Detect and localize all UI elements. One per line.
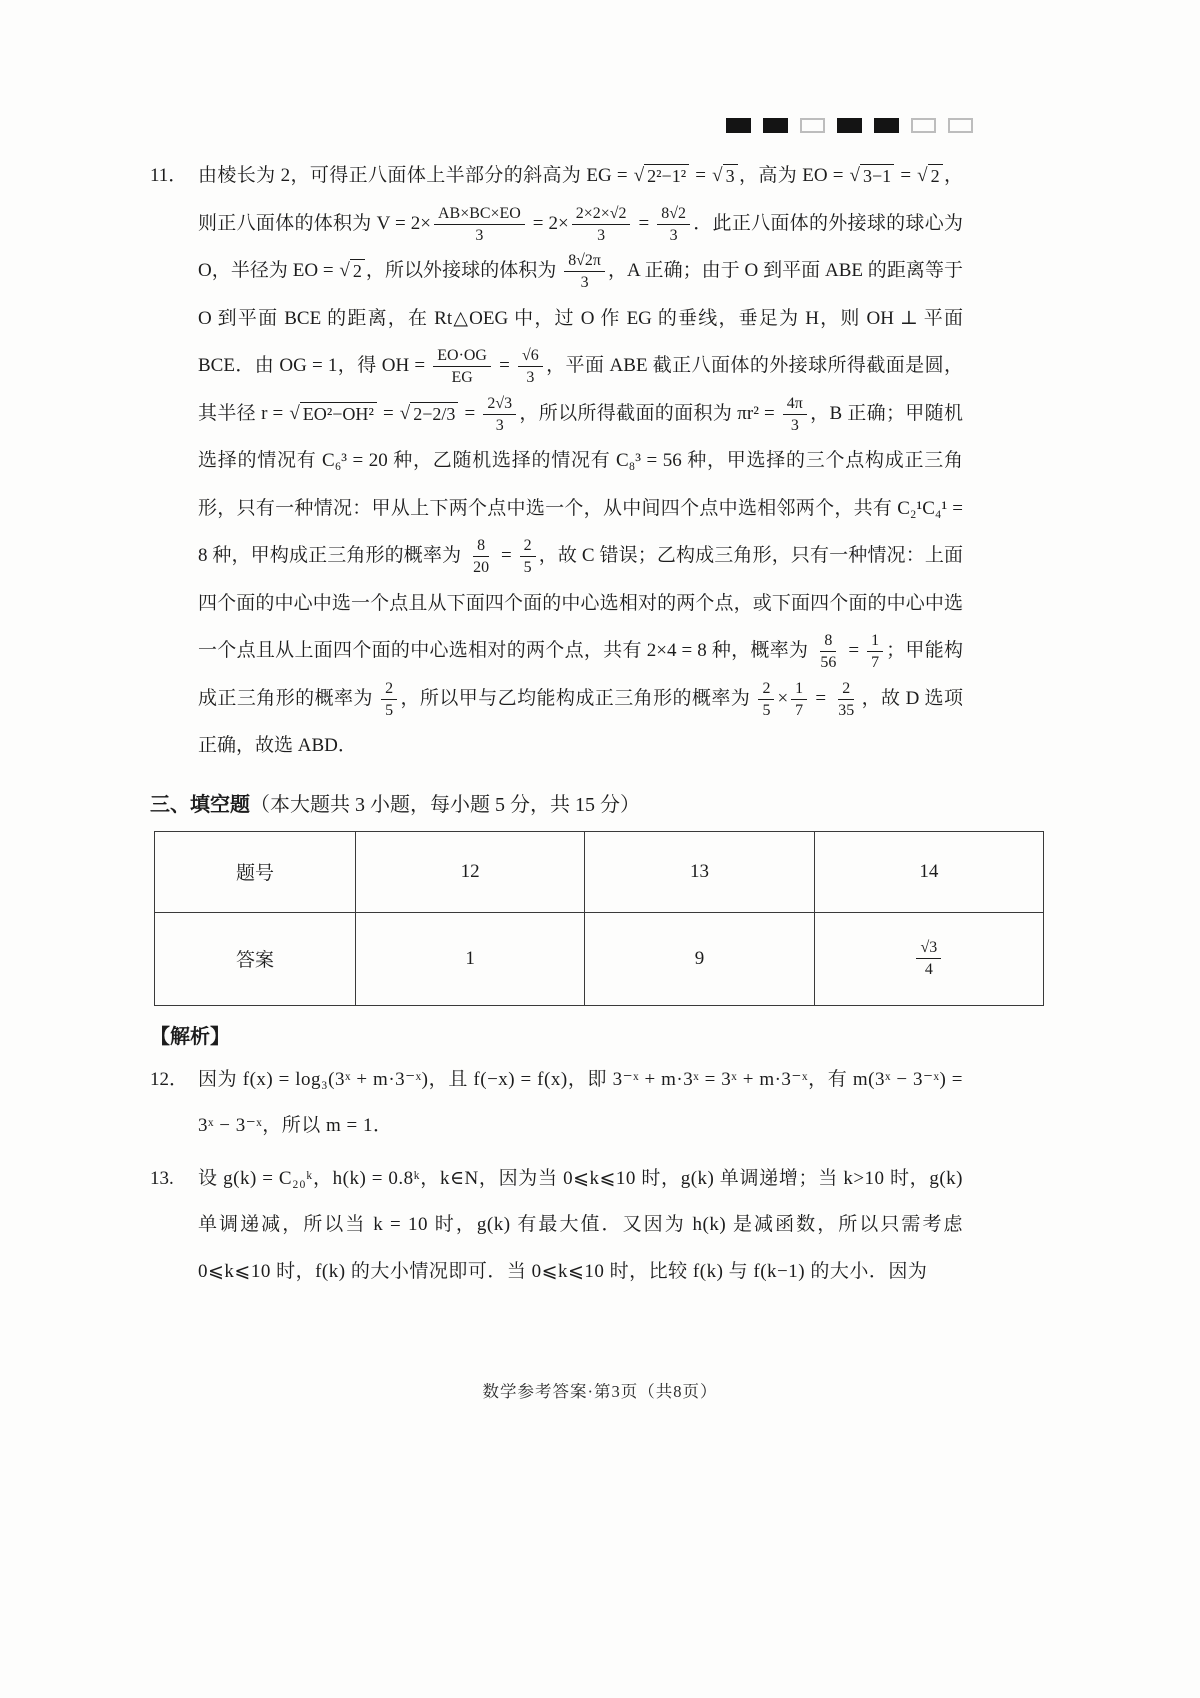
fraction: $\frac{8√2}{3}$ [657,204,690,245]
table-cell-q13: 13 [585,831,814,912]
section-title: 三、填空题 [150,793,250,816]
registration-mark [726,118,751,133]
solution-item-12 [150,1057,1050,1150]
fraction: $\frac{√6}{3}$ [518,346,543,387]
registration-mark [948,118,973,133]
solution-item-11 [150,152,1050,770]
answer-table [154,831,1044,1006]
radical: √ 2 [339,259,364,284]
fraction: $\frac{√3}{4}$ [916,938,941,979]
item-number: 13. [150,1167,174,1189]
registration-mark [800,118,825,133]
radical: √ 3−1 [850,164,895,189]
radical: √ 3 [712,164,737,189]
fraction: $\frac{2√3}{3}$ [483,394,516,435]
table-cell-label: 题号 [155,831,356,912]
table-cell-q14: 14 [814,831,1043,912]
table-cell-answer-label: 答案 [155,912,356,1005]
item-number: 11． [150,165,188,186]
solution-item-13 [150,1156,1050,1296]
registration-mark [874,118,899,133]
analysis-label: 【解析】 [150,1025,230,1048]
fraction: $\frac{2}{5}$ [520,536,536,577]
solution-11-text: 由棱长为 2，可得正八面体上半部分的斜高为 EG = √ 2²−1² = √ 3 ，高为 EO = √ 3−1 = √ 2 ，则正八面体的体积为 V = 2× $\frac{AB\times BC\times EO}{3}$ = 2× $\frac{2\times 2\times√2}{3}$ = $\frac{8√2}{3}$ ．此正八面体的外接球的球心为 O，半径为 EO = √ 2 ，所以外接球的体积为 $\frac{8√2\pi}{3}$ ，A 正确；由于 O 到平面 ABE 的距离等于 O 到平面 BCE 的距离，在 Rt△OEG 中，过 O 作 EG 的垂线，垂足为 H，则 OH ⊥ 平面 BCE．由 OG = 1，得 OH = $\frac{EO\cdot OG}{EG}$ = $\frac{√6}{3}$ ，平面 ABE 截正八面体的外接球所得截面是圆，其半径 r = √ EO²−OH² = √ 2−2/3 = $\frac{2√3}{3}$ ，所以所得截面的面积为 πr² = $\frac{4\pi}{3}$ ，B 正确；甲随机选择的情况有 C₆³ = 20 种，乙随机选择的情况有 C₈³ = 56 种，甲选择的三个点构成正三角形，只有一种情况：甲从上下两个点中选一个，从中间四个点中选相邻两个，共有 C₂¹C₄¹ = 8 种，甲构成正三角形的概率为 $\frac{8}{20}$ = $\frac{2}{5}$ ，故 C 错误；乙构成三角形，只有一种情况：上面四个面的中心中选一个点且从下面四个面的中心选相对的两个点，或下面四个面的中心中选一个点且从上面四个面的中心选相对的两个点，共有 2×4 = 8 种，概率为 $\frac{8}{56}$ = $\frac{1}{7}$ ；甲能构成正三角形的概率为 $\frac{2}{5}$ ，所以甲与乙均能构成正三角形的概率为 $\frac{2}{5}$ × $\frac{1}{7}$ = $\frac{2}{35}$ ，故 D 选项正确，故选 ABD． [198,165,964,756]
table-cell-q12: 12 [356,831,585,912]
registration-mark [837,118,862,133]
solution-12-text: 因为 f(x) = log₃(3ˣ + m·3⁻ˣ)，且 f(−x) = f(x)，即 3⁻ˣ + m·3ˣ = 3ˣ + m·3⁻ˣ，有 m(3ˣ − 3⁻ˣ) = 3ˣ − 3⁻ˣ，所以 m = 1． [198,1068,963,1137]
fraction: $\frac{2}{5}$ [381,679,397,720]
section-heading-fill-in [150,788,1050,817]
table-cell-a12: 1 [356,912,585,1005]
radical: √ 2 [917,164,942,189]
fraction: $\frac{4\pi}{3}$ [783,394,807,435]
table-answer-row [155,912,1044,1005]
radical: √ 2−2/3 [400,402,459,427]
fraction: $\frac{1}{7}$ [791,679,807,720]
reg-marks [726,118,985,133]
fraction: $\frac{1}{7}$ [867,631,883,672]
item-number: 12． [150,1068,189,1090]
fraction: $\frac{8}{56}$ [820,632,837,672]
fraction: $\frac{EO\cdot OG}{EG}$ [433,346,491,387]
fraction: $\frac{2\times 2\times√2}{3}$ [572,204,631,245]
radical: √ 2²−1² [634,164,689,189]
radical: √ EO²−OH² [289,402,377,427]
solution-13-text: 设 g(k) = C₂₀ᵏ，h(k) = 0.8ᵏ，k∈N，因为当 0⩽k⩽10 时，g(k) 单调递增；当 k>10 时，g(k) 单调递减，所以当 k = 10 时，g(k) 有最大值．又因为 h(k) 是减函数，所以只需考虑 0⩽k⩽10 时，f(k) 的大小情况即可．当 0⩽k⩽10 时，比较 f(k) 与 f(k−1) 的大小．因为 [198,1167,963,1282]
fraction: $\frac{8√2\pi}{3}$ [564,251,605,292]
table-cell-a13: 9 [585,912,814,1005]
registration-mark [911,118,936,133]
fraction: $\frac{2}{35}$ [838,679,855,719]
registration-mark [763,118,788,133]
fraction: $\frac{2}{5}$ [758,679,774,720]
fraction: $\frac{8}{20}$ [473,537,490,577]
table-header-row [155,831,1044,912]
section-title-note: （本大题共 3 小题，每小题 5 分，共 15 分） [250,793,640,816]
page-content [150,152,1050,1295]
page-footer: 数学参考答案·第3页（共8页） [482,1382,718,1401]
table-cell-a14 [814,912,1043,1005]
fraction: $\frac{AB\times BC\times EO}{3}$ [434,204,525,245]
